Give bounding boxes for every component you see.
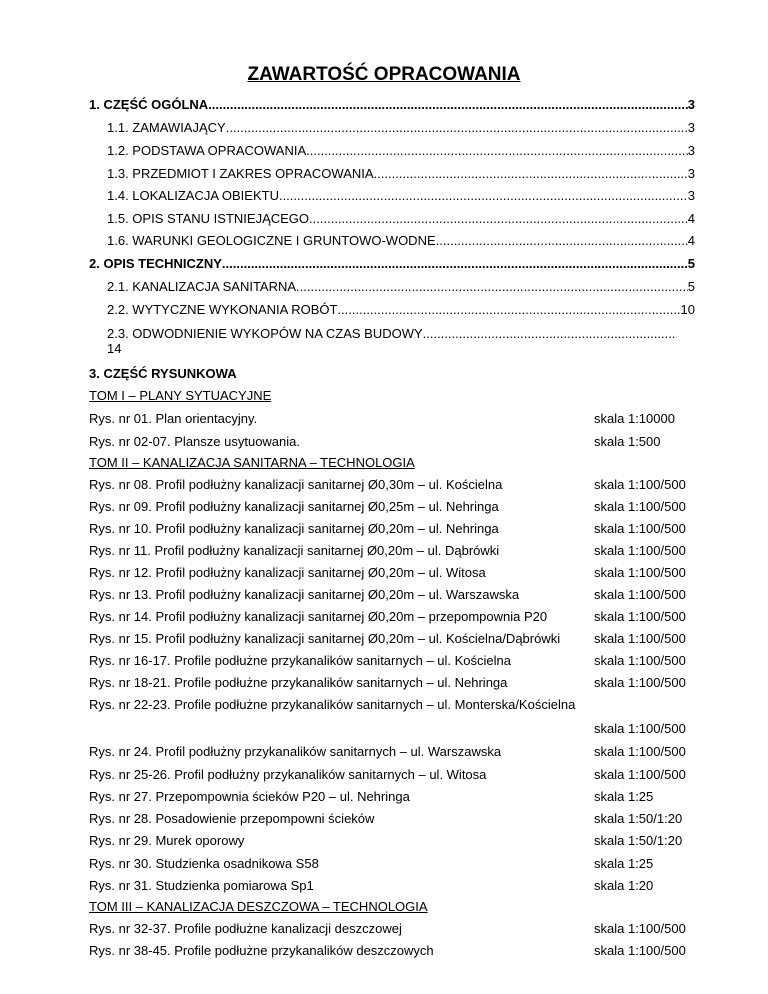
drawing-description: Rys. nr 02-07. Plansze usytuowania. [89, 434, 300, 449]
toc-page: 4 [687, 233, 695, 248]
drawing-description: Rys. nr 15. Profil podłużny kanalizacji sanitarnej Ø0,20m – ul. Kościelna/Dąbrówki [89, 631, 561, 646]
drawing-description: Rys. nr 13. Profil podłużny kanalizacji sanitarnej Ø0,20m – ul. Warszawska [89, 587, 520, 602]
drawing-description: Rys. nr 08. Profil podłużny kanalizacji sanitarnej Ø0,30m – ul. Kościelna [89, 477, 503, 492]
toc-page: 3 [687, 166, 695, 181]
toc-label: 1.2. PODSTAWA OPRACOWANIA [107, 143, 307, 158]
drawing-scale: skala 1:100/500 [594, 565, 686, 580]
drawing-description: Rys. nr 11. Profil podłużny kanalizacji sanitarnej Ø0,20m – ul. Dąbrówki [89, 543, 500, 558]
drawing-scale: skala 1:100/500 [594, 521, 686, 536]
toc-entry [107, 302, 695, 317]
toc-entry [107, 188, 695, 203]
toc-page: 5 [687, 279, 695, 294]
drawing-scale: skala 1:100/500 [594, 543, 686, 558]
drawing-description: Rys. nr 29. Murek oporowy [89, 833, 245, 848]
drawing-scale: skala 1:50/1:20 [594, 811, 683, 826]
drawing-scale: skala 1:500 [594, 434, 661, 449]
tom-heading: TOM I – PLANY SYTUACYJNE [89, 388, 272, 403]
drawing-scale: skala 1:100/500 [594, 675, 686, 690]
toc-entry [107, 143, 695, 158]
drawing-description: Rys. nr 25-26. Profil podłużny przykanalików sanitarnych – ul. Witosa [89, 767, 487, 782]
tom-heading: TOM II – KANALIZACJA SANITARNA – TECHNOLOGIA [89, 455, 415, 470]
drawing-scale: skala 1:10000 [594, 411, 675, 426]
drawing-description: Rys. nr 16-17. Profile podłużne przykanalików sanitarnych – ul. Kościelna [89, 653, 511, 668]
drawing-description: Rys. nr 28. Posadowienie przepompowni ścieków [89, 811, 375, 826]
toc-page: 4 [687, 211, 695, 226]
toc-entry [89, 256, 695, 271]
drawing-description: Rys. nr 18-21. Profile podłużne przykanalików sanitarnych – ul. Nehringa [89, 675, 508, 690]
drawing-scale: skala 1:100/500 [594, 587, 686, 602]
page-title: ZAWARTOŚĆ OPRACOWANIA [247, 64, 521, 85]
toc-label: 1.6. WARUNKI GEOLOGICZNE I GRUNTOWO-WODNE [107, 233, 436, 248]
drawing-description: Rys. nr 31. Studzienka pomiarowa Sp1 [89, 878, 314, 893]
toc-label: 2.1. KANALIZACJA SANITARNA [107, 279, 297, 294]
toc-label: 2.2. WYTYCZNE WYKONANIA ROBÓT [107, 302, 338, 317]
drawing-scale: skala 1:100/500 [594, 631, 686, 646]
toc-label: 1.5. OPIS STANU ISTNIEJĄCEGO [107, 211, 310, 226]
drawing-description: Rys. nr 24. Profil podłużny przykanalików sanitarnych – ul. Warszawska [89, 744, 502, 759]
drawing-scale: skala 1:20 [594, 878, 654, 893]
toc-entry [107, 233, 695, 248]
toc-page: 3 [687, 97, 695, 112]
drawing-description: Rys. nr 12. Profil podłużny kanalizacji sanitarnej Ø0,20m – ul. Witosa [89, 565, 486, 580]
drawing-description: Rys. nr 30. Studzienka osadnikowa S58 [89, 856, 319, 871]
tom-heading: TOM III – KANALIZACJA DESZCZOWA – TECHNOLOGIA [89, 899, 428, 914]
toc-label: 2.3. ODWODNIENIE WYKOPÓW NA CZAS BUDOWY [107, 326, 423, 341]
drawing-scale: skala 1:100/500 [594, 721, 686, 736]
toc-label: 1.3. PRZEDMIOT I ZAKRES OPRACOWANIA [107, 166, 374, 181]
toc-page: 14 [107, 341, 122, 356]
drawing-scale: skala 1:100/500 [594, 921, 686, 936]
toc-page: 3 [687, 120, 695, 135]
drawing-description: Rys. nr 27. Przepompownia ścieków P20 – ul. Nehringa [89, 789, 410, 804]
toc-label: 1.4. LOKALIZACJA OBIEKTU [107, 188, 279, 203]
toc-entry [107, 166, 695, 181]
toc-entry-wrapped [107, 326, 677, 356]
drawing-scale: skala 1:100/500 [594, 767, 686, 782]
toc-label: 2. OPIS TECHNICZNY [89, 256, 222, 271]
drawing-scale: skala 1:25 [594, 856, 654, 871]
drawing-scale: skala 1:25 [594, 789, 654, 804]
drawing-scale: skala 1:100/500 [594, 609, 686, 624]
toc-page: 10 [680, 302, 695, 317]
section-heading: 3. CZĘŚĆ RYSUNKOWA [89, 366, 237, 381]
drawing-description: Rys. nr 10. Profil podłużny kanalizacji sanitarnej Ø0,20m – ul. Nehringa [89, 521, 499, 536]
drawing-scale: skala 1:50/1:20 [594, 833, 683, 848]
drawing-scale: skala 1:100/500 [594, 653, 686, 668]
drawing-scale: skala 1:100/500 [594, 744, 686, 759]
toc-entry [107, 211, 695, 226]
toc-label: 1. CZĘŚĆ OGÓLNA [89, 97, 209, 112]
toc-page: 5 [687, 256, 695, 271]
drawing-scale: skala 1:100/500 [594, 477, 686, 492]
toc-page: 3 [687, 188, 695, 203]
drawing-description: Rys. nr 22-23. Profile podłużne przykanalików sanitarnych – ul. Monterska/Kościelna [89, 697, 576, 712]
drawing-description: Rys. nr 14. Profil podłużny kanalizacji sanitarnej Ø0,20m – przepompownia P20 [89, 609, 548, 624]
drawing-description: Rys. nr 01. Plan orientacyjny. [89, 411, 258, 426]
drawing-description: Rys. nr 38-45. Profile podłużne przykanalików deszczowych [89, 943, 434, 958]
toc-label: 1.1. ZAMAWIAJĄCY [107, 120, 226, 135]
drawing-description: Rys. nr 32-37. Profile podłużne kanalizacji deszczowej [89, 921, 402, 936]
toc-entry [107, 120, 695, 135]
toc-entry [107, 279, 695, 294]
toc-page: 3 [687, 143, 695, 158]
toc-entry [89, 97, 695, 112]
drawing-scale: skala 1:100/500 [594, 499, 686, 514]
drawing-description: Rys. nr 09. Profil podłużny kanalizacji sanitarnej Ø0,25m – ul. Nehringa [89, 499, 499, 514]
drawing-scale: skala 1:100/500 [594, 943, 686, 958]
